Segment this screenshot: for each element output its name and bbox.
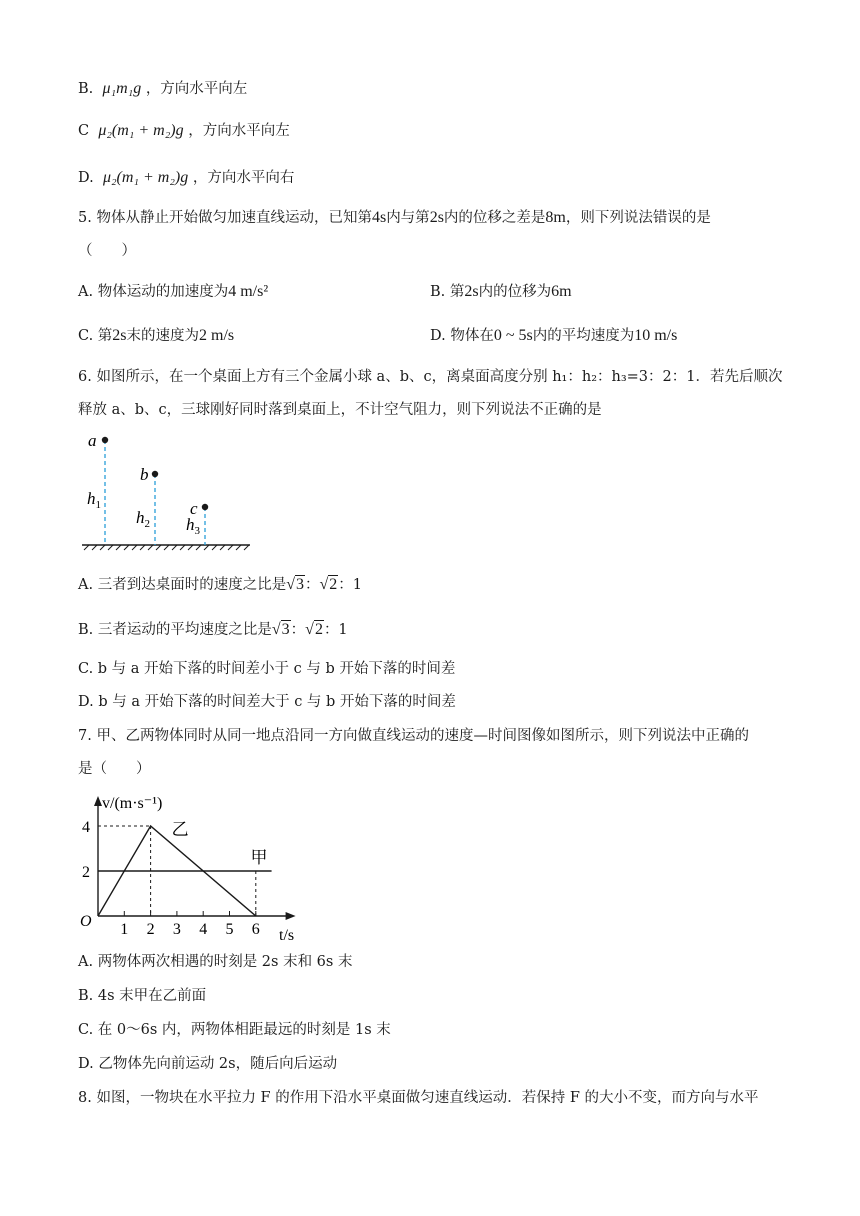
q7-option-c: C. 在 0～6s 内，两物体相距最远的时刻是 1s 末 [78,1022,391,1038]
label-h1: $h_1$ [87,489,101,511]
ball-a [102,437,108,443]
q7-option-b: B. 4s 末甲在乙前面 [78,988,207,1004]
q6-option-d: D. b 与 a 开始下落的时间差大于 c 与 b 开始下落的时间差 [78,694,456,710]
x-tick-label: 4 [199,921,208,938]
q7-option-d: D. 乙物体先向前运动 2s，随后向后运动 [78,1056,338,1072]
q8-stem-line1: 8. 如图，一物块在水平拉力 F 的作用下沿水平桌面做匀速直线运动．若保持 F 的大小不变，而方向与水平 [78,1090,759,1106]
q5-option-c: C. 第2s末的速度为2 m/s [78,327,235,344]
q7-option-a: A. 两物体两次相遇的时刻是 2s 末和 6s 末 [78,954,353,970]
series-label-jia: 甲 [250,848,268,867]
label-c: c [190,499,198,518]
q4-option-c: C μ₂(m₁ + m₂)g ，方向水平向左 [78,122,290,139]
q4-option-c-expr: μ₂(m₁ + m₂)g [98,122,184,139]
q6-stem-line1: 6. 如图所示，在一个桌面上方有三个金属小球 a、b、c，离桌面高度分别 h₁：h₂：h₃=3：2：1．若先后顺次 [78,369,783,385]
q5-option-b: B. 第2s内的位移为6m [430,283,572,300]
label-a: a [88,431,97,450]
q6-option-c: C. b 与 a 开始下落的时间差小于 c 与 b 开始下落的时间差 [78,661,456,677]
label-h2: $h_2$ [136,508,150,530]
q4-option-d-expr: μ₂(m₁ + m₂)g [102,169,189,186]
q6-figure [78,428,258,552]
y-tick-label: 4 [82,819,90,836]
x-axis-arrow [286,912,296,920]
y-tick-label: 2 [82,864,90,881]
q4-option-b-expr: μ₁m₁g [102,80,142,97]
q5-option-d: D. 物体在0 ~ 5s内的平均速度为10 m/s [430,327,678,344]
ball-c [202,504,208,510]
x-tick-label: 2 [146,921,155,938]
x-tick-label: 6 [251,921,260,938]
label-h3: $h_3$ [186,515,200,537]
q6-stem-line2: 释放 a、b、c，三球刚好同时落到桌面上，不计空气阻力，则下列说法不正确的是 [78,402,602,418]
origin-label: O [80,913,92,930]
q7-stem-line1: 7. 甲、乙两物体同时从同一地点沿同一方向做直线运动的速度—时间图像如图所示，则下列说法中正确的 [78,728,749,744]
x-axis-label: t/s [279,927,295,944]
q4-option-b: B. μ₁m₁g ，方向水平向左 [78,80,248,97]
y-axis-arrow [94,796,102,806]
q4-option-d: D. μ₂(m₁ + m₂)g ，方向水平向右 [78,169,295,186]
x-tick-label: 5 [225,921,234,938]
label-b: b [140,465,149,484]
y-axis-label: v/(m·s⁻¹) [102,795,163,812]
q5-stem: 5. 物体从静止开始做匀加速直线运动，已知第4s内与第2s内的位移之差是8m，则下列说法错误的是 [78,209,711,226]
x-tick-label: 3 [172,921,181,938]
x-tick-label: 1 [120,921,129,938]
ball-b [152,471,158,477]
series-label-yi: 乙 [171,820,189,839]
q5-paren: （ ） [78,243,136,259]
vt-chart [76,790,306,946]
q6-option-a: A. 三者到达桌面时的速度之比是√3：√2：1 [78,576,362,593]
q5-option-a: A. 物体运动的加速度为4 m/s² [78,283,269,300]
q6-option-b: B. 三者运动的平均速度之比是√3：√2：1 [78,621,348,638]
q7-stem-line2: 是（ ） [78,761,151,777]
